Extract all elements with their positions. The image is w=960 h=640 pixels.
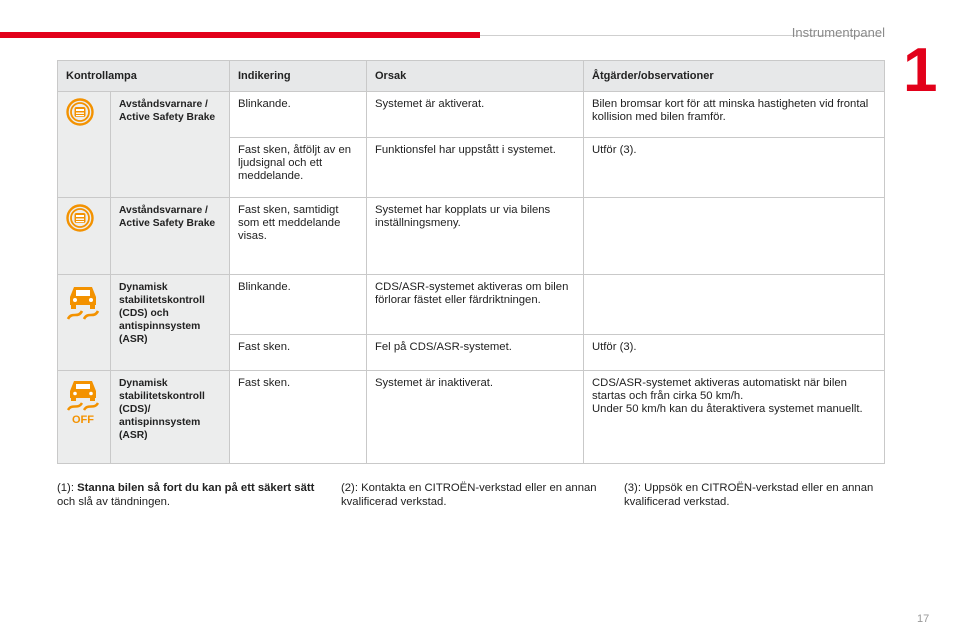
page-number: 17 xyxy=(917,613,930,625)
table-row xyxy=(58,275,885,335)
column-header-lamp: Kontrollampa xyxy=(58,61,230,92)
indication-cell: Fast sken, samtidigt som ett meddelande visas. xyxy=(230,198,367,275)
footnote-ref: (2) xyxy=(341,482,355,494)
column-header-cause: Orsak xyxy=(367,61,584,92)
table-row xyxy=(58,198,885,275)
indication-cell: Fast sken. xyxy=(230,335,367,371)
warning-lamp-table xyxy=(57,60,885,464)
indication-cell: Blinkande. xyxy=(230,92,367,138)
cause-cell: Systemet har kopplats ur via bilens inställningsmeny. xyxy=(367,198,584,275)
indication-cell: Fast sken. xyxy=(230,371,367,464)
lamp-name: Avståndsvarnare / Active Safety Brake xyxy=(111,92,230,198)
indication-cell: Fast sken, åtföljt av en ljudsignal och ett meddelande. xyxy=(230,138,367,198)
stability-control-off-icon xyxy=(66,377,100,425)
footnote-ref: (1) xyxy=(57,482,71,494)
icon-off-label: OFF xyxy=(72,414,94,425)
footnote-3 xyxy=(624,481,884,509)
footnote-bold: Stanna bilen så fort du kan på ett säkert sätt xyxy=(77,482,315,494)
header-title: Instrumentpanel xyxy=(791,25,885,40)
distance-alert-icon xyxy=(66,98,94,126)
cause-cell: Systemet är inaktiverat. xyxy=(367,371,584,464)
table-row xyxy=(58,371,885,464)
cause-cell: CDS/ASR-systemet aktiveras om bilen förlorar fästet eller färdriktningen. xyxy=(367,275,584,335)
table-header-row xyxy=(58,61,885,92)
lamp-icon-cell xyxy=(58,198,111,275)
header-red-bar xyxy=(0,32,480,38)
footnote-ref: (3) xyxy=(624,482,638,494)
cause-cell: Funktionsfel har uppstått i systemet. xyxy=(367,138,584,198)
cause-cell: Systemet är aktiverat. xyxy=(367,92,584,138)
action-cell: Bilen bromsar kort för att minska hastigheten vid frontal kollision med bilen framför. xyxy=(584,92,885,138)
column-header-action: Åtgärder/observationer xyxy=(584,61,885,92)
indication-cell: Blinkande. xyxy=(230,275,367,335)
lamp-icon-cell xyxy=(58,275,111,371)
cause-cell: Fel på CDS/ASR-systemet. xyxy=(367,335,584,371)
action-cell: Utför (3). xyxy=(584,335,885,371)
stability-control-icon xyxy=(66,281,100,321)
action-cell xyxy=(584,198,885,275)
footnote-text: : Uppsök en CITROËN-verkstad eller en annan kvalificerad verkstad. xyxy=(624,482,874,508)
footnote-text: och slå av tändningen. xyxy=(57,496,171,508)
action-cell: Utför (3). xyxy=(584,138,885,198)
lamp-name: Avståndsvarnare / Active Safety Brake xyxy=(111,198,230,275)
lamp-name: Dynamisk stabilitetskontroll (CDS) och antispinnsystem (ASR) xyxy=(111,275,230,371)
chapter-number: 1 xyxy=(903,36,938,105)
footnote-2 xyxy=(341,481,601,509)
action-cell: CDS/ASR-systemet aktiveras automatiskt när bilen startas och från cirka 50 km/h. Under 50 km/h kan du återaktivera systemet manuellt. xyxy=(584,371,885,464)
footnote-text: : Kontakta en CITROËN-verkstad eller en annan kvalificerad verkstad. xyxy=(341,482,597,508)
lamp-name: Dynamisk stabilitetskontroll (CDS)/ antispinnsystem (ASR) xyxy=(111,371,230,464)
distance-alert-icon xyxy=(66,204,94,232)
column-header-indication: Indikering xyxy=(230,61,367,92)
lamp-icon-cell xyxy=(58,371,111,464)
footnote-1: (1): Stanna bilen så fort du kan på ett säkert sätt och slå av tändningen. xyxy=(57,482,315,508)
action-cell xyxy=(584,275,885,335)
table-row xyxy=(58,92,885,138)
lamp-icon-cell xyxy=(58,92,111,198)
